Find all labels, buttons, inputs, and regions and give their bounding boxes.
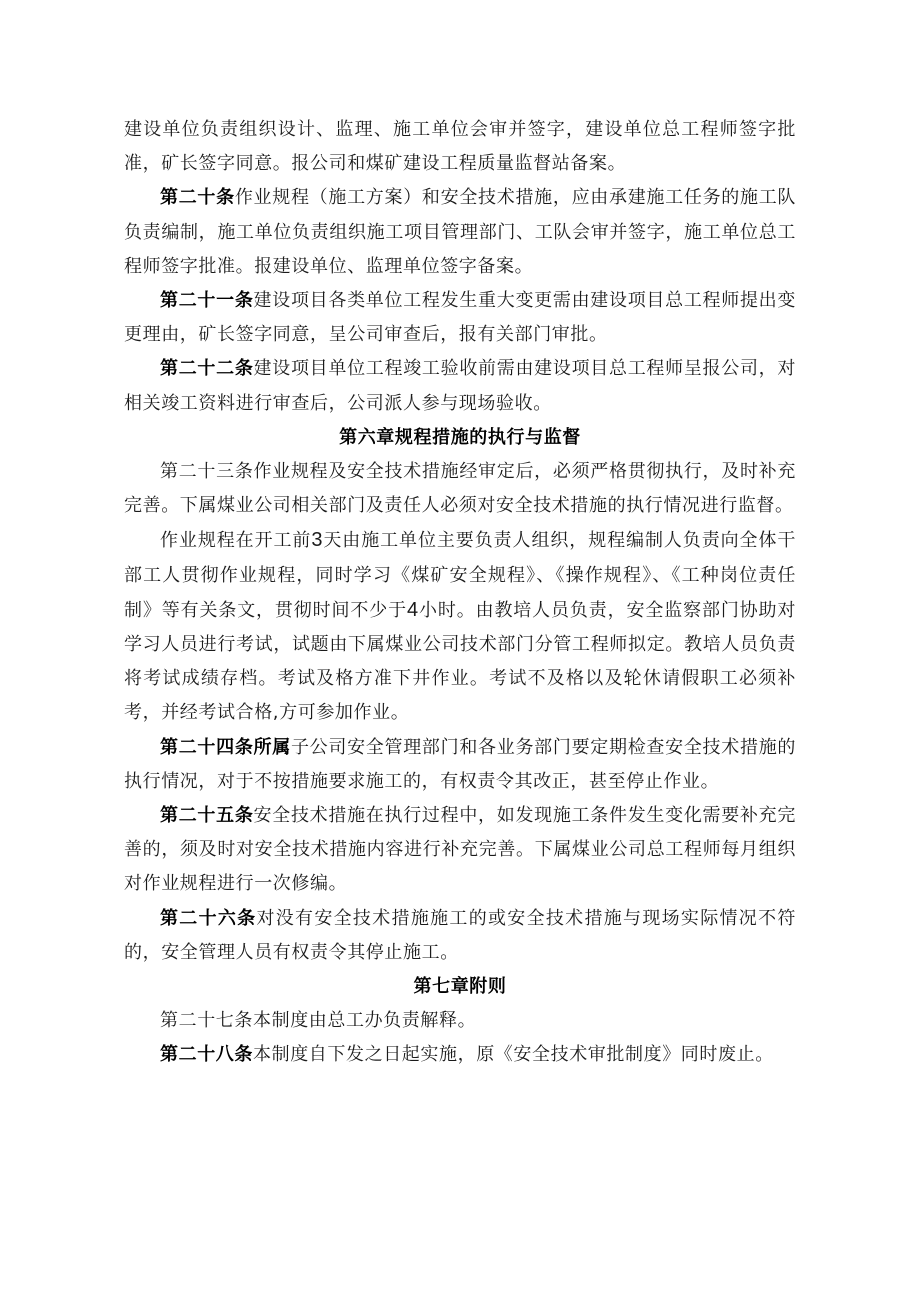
paragraph-continuation: 建设单位负责组织设计、监理、施工单位会审并签字，建设单位总工程师签字批准，矿长签字同意。报公司和煤矿建设工程质量监督站备案。 [124, 119, 796, 175]
article-25 [124, 799, 796, 902]
training-days: 3 [311, 529, 324, 552]
article-26-label: 第二十六条 [160, 907, 257, 929]
article-26-text: 对没有安全技术措施施工的或安全技术措施与现场实际情况不符的，安全管理人员有权责令其停止施工。 [124, 907, 796, 963]
training-text-a: 作业规程在开工前 [160, 530, 312, 552]
article-28 [124, 1038, 796, 1072]
document-body [124, 113, 796, 1073]
article-28-text: 本制度自下发之日起实施，原《安全技术审批制度》同时废止。 [253, 1044, 774, 1066]
training-text-b: 天由施工单位主要负责人组织，规程编制人负责向全体干部工人贯彻作业规程，同时学习《煤矿安全规程》、《操作规程》、《工种岗位责任制》等有关条文，贯彻时间不少于 [124, 530, 796, 621]
article-21-label: 第二十一条 [160, 290, 254, 312]
article-20-label: 第二十条 [160, 187, 235, 209]
training-hours: 4 [406, 598, 419, 621]
article-22 [124, 352, 796, 420]
article-24 [124, 731, 796, 799]
article-21-text: 建设项目各类单位工程发生重大变更需由建设项目总工程师提出变更理由，矿长签字同意，呈公司审查后，报有关部门审批。 [124, 290, 796, 346]
article-25-label: 第二十五条 [160, 805, 254, 827]
chapter-6-heading: 第六章规程措施的执行与监督 [339, 426, 581, 448]
article-25-text: 安全技术措施在执行过程中，如发现施工条件发生变化需要补充完善的，须及时对安全技术措施内容进行补充完善。下属煤业公司总工程师每月组织对作业规程进行一次修编。 [124, 805, 796, 895]
article-20-text: 作业规程（施工方案）和安全技术措施，应由承建施工任务的施工队负责编制，施工单位负责组织施工项目管理部门、工队会审并签字，施工单位总工程师签字批准。报建设单位、监理单位签字备案。 [124, 187, 796, 277]
article-24-label: 第二十四条所属 [160, 736, 291, 758]
article-20 [124, 181, 796, 284]
article-23: 第二十三条作业规程及安全技术措施经审定后，必须严格贯彻执行，及时补充完善。下属煤业公司相关部门及责任人必须对安全技术措施的执行情况进行监督。 [124, 461, 796, 517]
paragraph-training [124, 523, 796, 730]
article-26 [124, 902, 796, 970]
article-22-label: 第二十二条 [160, 358, 254, 380]
article-27: 第二十七条本制度由总工办负责解释。 [160, 1010, 477, 1032]
chapter-7-heading: 第七章附则 [413, 976, 507, 998]
article-24-text: 子公司安全管理部门和各业务部门要定期检查安全技术措施的执行情况，对于不按措施要求施工的，有权责令其改正，甚至停止作业。 [124, 736, 796, 792]
article-28-label: 第二十八条 [160, 1044, 253, 1066]
article-22-text: 建设项目单位工程竣工验收前需由建设项目总工程师呈报公司，对相关竣工资料进行审查后，公司派人参与现场验收。 [124, 358, 796, 414]
training-text-c: 小时。由教培人员负责，安全监察部门协助对学习人员进行考试，试题由下属煤业公司技术部门分管工程师拟定。教培人员负责将考试成绩存档。考试及格方准下井作业。考试不及格以及轮休请假职工必须补考，并经考试合格,方可参加作业。 [124, 599, 797, 724]
article-21 [124, 284, 796, 352]
